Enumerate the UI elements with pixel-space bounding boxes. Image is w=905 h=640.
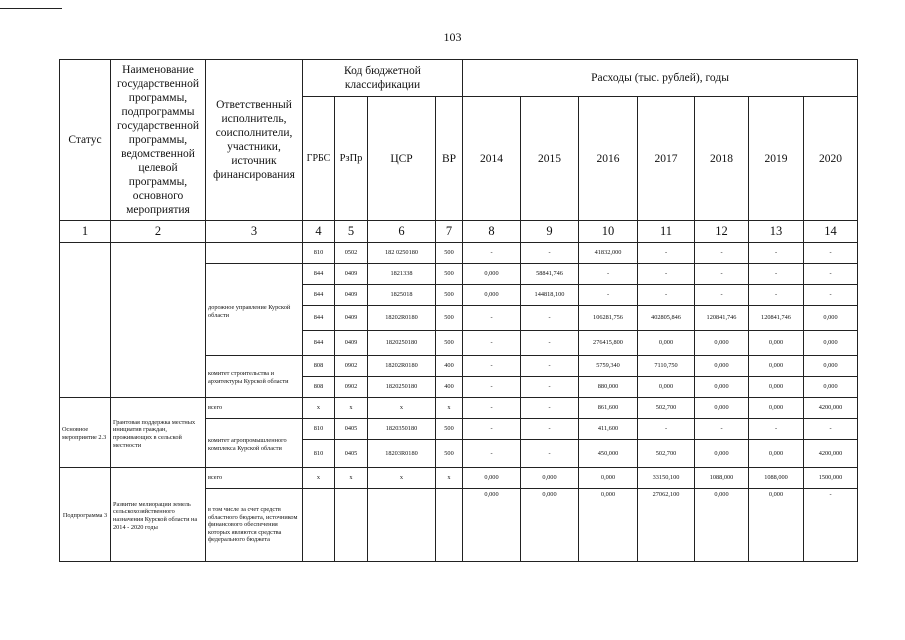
vr-cell: 500 <box>436 243 463 264</box>
value-2015: - <box>521 398 579 419</box>
column-number: 10 <box>579 221 638 243</box>
value-2020: 0,000 <box>804 331 858 356</box>
value-2014: - <box>463 419 521 440</box>
value-2018: 120841,746 <box>695 306 749 331</box>
header-year-2016: 2016 <box>579 97 638 221</box>
name-cell: Грантовая поддержка местных инициатив граждан, проживающих в сельской местности <box>111 398 206 468</box>
value-2015: - <box>521 419 579 440</box>
table-row <box>60 243 858 264</box>
rzpr-cell: 0902 <box>335 356 368 377</box>
value-2020: 1500,000 <box>804 468 858 489</box>
responsible-cell: всего <box>206 398 303 419</box>
value-2015: 144818,100 <box>521 285 579 306</box>
value-2020: - <box>804 264 858 285</box>
page-number: 103 <box>443 30 462 44</box>
header-responsible: Ответственный исполнитель, соисполнители, участники, источник финансирования <box>206 60 303 221</box>
grbs-cell: 808 <box>303 356 335 377</box>
grbs-cell: 810 <box>303 440 335 468</box>
column-number: 2 <box>111 221 206 243</box>
value-2017: - <box>638 419 695 440</box>
header-rzpr: РзПр <box>335 97 368 221</box>
csr-cell: x <box>368 468 436 489</box>
value-2015: - <box>521 306 579 331</box>
value-2014: - <box>463 306 521 331</box>
csr-cell: 1820250180 <box>368 331 436 356</box>
value-2020: 4200,000 <box>804 440 858 468</box>
value-2016: 276415,800 <box>579 331 638 356</box>
grbs-cell: 844 <box>303 285 335 306</box>
value-2018: 0,000 <box>695 398 749 419</box>
vr-cell: 500 <box>436 440 463 468</box>
csr-cell <box>368 489 436 562</box>
value-2017: 402805,846 <box>638 306 695 331</box>
value-2016: - <box>579 264 638 285</box>
csr-cell: x <box>368 398 436 419</box>
value-2019: 0,000 <box>749 398 804 419</box>
value-2015: - <box>521 440 579 468</box>
value-2018: 0,000 <box>695 377 749 398</box>
value-2017: 502,700 <box>638 398 695 419</box>
value-2016: 5759,340 <box>579 356 638 377</box>
value-2020: - <box>804 419 858 440</box>
value-2020: - <box>804 243 858 264</box>
value-2017: 502,700 <box>638 440 695 468</box>
table-row <box>60 468 858 489</box>
header-year-2019: 2019 <box>749 97 804 221</box>
header-year-2018: 2018 <box>695 97 749 221</box>
responsible-cell: всего <box>206 468 303 489</box>
value-2014: - <box>463 356 521 377</box>
value-2016: 41832,000 <box>579 243 638 264</box>
column-number: 14 <box>804 221 858 243</box>
value-2017: - <box>638 264 695 285</box>
value-2019: 120841,746 <box>749 306 804 331</box>
name-cell: Развитие мелиорации земель сельскохозяйственного назначения Курской области на 2014 - 2020 годы <box>111 468 206 562</box>
header-expenses: Расходы (тыс. рублей), годы <box>463 60 858 97</box>
vr-cell: 500 <box>436 264 463 285</box>
value-2017: - <box>638 285 695 306</box>
value-2016: 0,000 <box>579 489 638 562</box>
value-2016: 0,000 <box>579 468 638 489</box>
value-2020: 0,000 <box>804 356 858 377</box>
value-2018: 0,000 <box>695 440 749 468</box>
value-2018: - <box>695 264 749 285</box>
responsible-cell: комитет строительства и архитектуры Курской области <box>206 356 303 398</box>
value-2020: 0,000 <box>804 377 858 398</box>
value-2019: - <box>749 243 804 264</box>
value-2015: 0,000 <box>521 489 579 562</box>
value-2016: - <box>579 285 638 306</box>
value-2017: 7110,750 <box>638 356 695 377</box>
vr-cell: 400 <box>436 356 463 377</box>
value-2015: 58841,746 <box>521 264 579 285</box>
value-2014: - <box>463 398 521 419</box>
csr-cell: 18202R0180 <box>368 356 436 377</box>
value-2014: - <box>463 243 521 264</box>
grbs-cell: 844 <box>303 306 335 331</box>
grbs-cell: x <box>303 468 335 489</box>
csr-cell: 182 0250180 <box>368 243 436 264</box>
vr-cell: 400 <box>436 377 463 398</box>
value-2014: - <box>463 377 521 398</box>
value-2020: - <box>804 489 858 562</box>
header-vr: ВР <box>436 97 463 221</box>
value-2014: - <box>463 331 521 356</box>
vr-cell: 500 <box>436 306 463 331</box>
value-2020: - <box>804 285 858 306</box>
grbs-cell: 844 <box>303 264 335 285</box>
value-2015: - <box>521 331 579 356</box>
csr-cell: 1820250180 <box>368 377 436 398</box>
value-2016: 106281,756 <box>579 306 638 331</box>
value-2018: - <box>695 419 749 440</box>
table-row <box>60 398 858 419</box>
column-number: 1 <box>60 221 111 243</box>
rzpr-cell: 0409 <box>335 264 368 285</box>
value-2019: 1088,000 <box>749 468 804 489</box>
value-2015: 0,000 <box>521 468 579 489</box>
csr-cell: 18202R0180 <box>368 306 436 331</box>
header-year-2017: 2017 <box>638 97 695 221</box>
name-cell <box>111 243 206 398</box>
column-number: 12 <box>695 221 749 243</box>
grbs-cell: 844 <box>303 331 335 356</box>
value-2019: 0,000 <box>749 331 804 356</box>
header-name: Наименование государственной программы, подпрограммы государственной программы, ведомственной целевой программы, основного мероприятия <box>111 60 206 221</box>
value-2017: 0,000 <box>638 331 695 356</box>
value-2015: - <box>521 377 579 398</box>
value-2014: 0,000 <box>463 264 521 285</box>
header-year-2014: 2014 <box>463 97 521 221</box>
value-2015: - <box>521 243 579 264</box>
value-2017: - <box>638 243 695 264</box>
value-2018: 1088,000 <box>695 468 749 489</box>
rzpr-cell: 0409 <box>335 306 368 331</box>
vr-cell <box>436 489 463 562</box>
value-2018: 0,000 <box>695 356 749 377</box>
value-2019: 0,000 <box>749 356 804 377</box>
column-number: 6 <box>368 221 436 243</box>
vr-cell: 500 <box>436 285 463 306</box>
value-2014: 0,000 <box>463 468 521 489</box>
column-number: 4 <box>303 221 335 243</box>
grbs-cell: 810 <box>303 243 335 264</box>
header-csr: ЦСР <box>368 97 436 221</box>
column-number: 13 <box>749 221 804 243</box>
header-grbs: ГРБС <box>303 97 335 221</box>
rzpr-cell: 0405 <box>335 419 368 440</box>
value-2018: 0,000 <box>695 331 749 356</box>
value-2019: 0,000 <box>749 377 804 398</box>
value-2017: 33150,100 <box>638 468 695 489</box>
header-status: Статус <box>60 60 111 221</box>
vr-cell: 500 <box>436 331 463 356</box>
csr-cell: 1821338 <box>368 264 436 285</box>
responsible-cell: дорожное управление Курской области <box>206 264 303 356</box>
value-2018: - <box>695 243 749 264</box>
header-year-2020: 2020 <box>804 97 858 221</box>
grbs-cell <box>303 489 335 562</box>
value-2014: 0,000 <box>463 285 521 306</box>
status-cell: Основное мероприятие 2.3 <box>60 398 111 468</box>
column-number: 8 <box>463 221 521 243</box>
value-2019: 0,000 <box>749 489 804 562</box>
value-2018: 0,000 <box>695 489 749 562</box>
value-2015: - <box>521 356 579 377</box>
value-2016: 861,600 <box>579 398 638 419</box>
value-2019: - <box>749 419 804 440</box>
rzpr-cell: 0405 <box>335 440 368 468</box>
value-2020: 0,000 <box>804 306 858 331</box>
value-2014: 0,000 <box>463 489 521 562</box>
header-budget-code: Код бюджетной классификации <box>303 60 463 97</box>
rzpr-cell: x <box>335 468 368 489</box>
column-number-row <box>60 221 858 243</box>
value-2020: 4200,000 <box>804 398 858 419</box>
value-2019: 0,000 <box>749 440 804 468</box>
grbs-cell: x <box>303 398 335 419</box>
value-2017: 27062,100 <box>638 489 695 562</box>
rzpr-cell: 0409 <box>335 285 368 306</box>
value-2016: 411,600 <box>579 419 638 440</box>
status-cell: Подпрограмма 3 <box>60 468 111 562</box>
rzpr-cell: 0502 <box>335 243 368 264</box>
responsible-cell: комитет агропромышленного комплекса Курской области <box>206 419 303 468</box>
value-2018: - <box>695 285 749 306</box>
vr-cell: x <box>436 468 463 489</box>
csr-cell: 1820350180 <box>368 419 436 440</box>
rzpr-cell <box>335 489 368 562</box>
value-2019: - <box>749 264 804 285</box>
status-cell <box>60 243 111 398</box>
column-number: 3 <box>206 221 303 243</box>
header-year-2015: 2015 <box>521 97 579 221</box>
column-number: 11 <box>638 221 695 243</box>
value-2017: 0,000 <box>638 377 695 398</box>
value-2014: - <box>463 440 521 468</box>
column-number: 7 <box>436 221 463 243</box>
value-2016: 880,000 <box>579 377 638 398</box>
grbs-cell: 808 <box>303 377 335 398</box>
budget-table <box>59 59 858 562</box>
csr-cell: 1825018 <box>368 285 436 306</box>
column-number: 5 <box>335 221 368 243</box>
csr-cell: 18203R0180 <box>368 440 436 468</box>
rzpr-cell: 0902 <box>335 377 368 398</box>
value-2016: 450,000 <box>579 440 638 468</box>
vr-cell: 500 <box>436 419 463 440</box>
rzpr-cell: x <box>335 398 368 419</box>
value-2019: - <box>749 285 804 306</box>
rzpr-cell: 0409 <box>335 331 368 356</box>
grbs-cell: 810 <box>303 419 335 440</box>
header-rule <box>0 8 62 9</box>
column-number: 9 <box>521 221 579 243</box>
responsible-cell: в том числе за счет средств областного бюджета, источником финансового обеспечения которых являются средства федерального бюджета <box>206 489 303 562</box>
vr-cell: x <box>436 398 463 419</box>
responsible-cell <box>206 243 303 264</box>
